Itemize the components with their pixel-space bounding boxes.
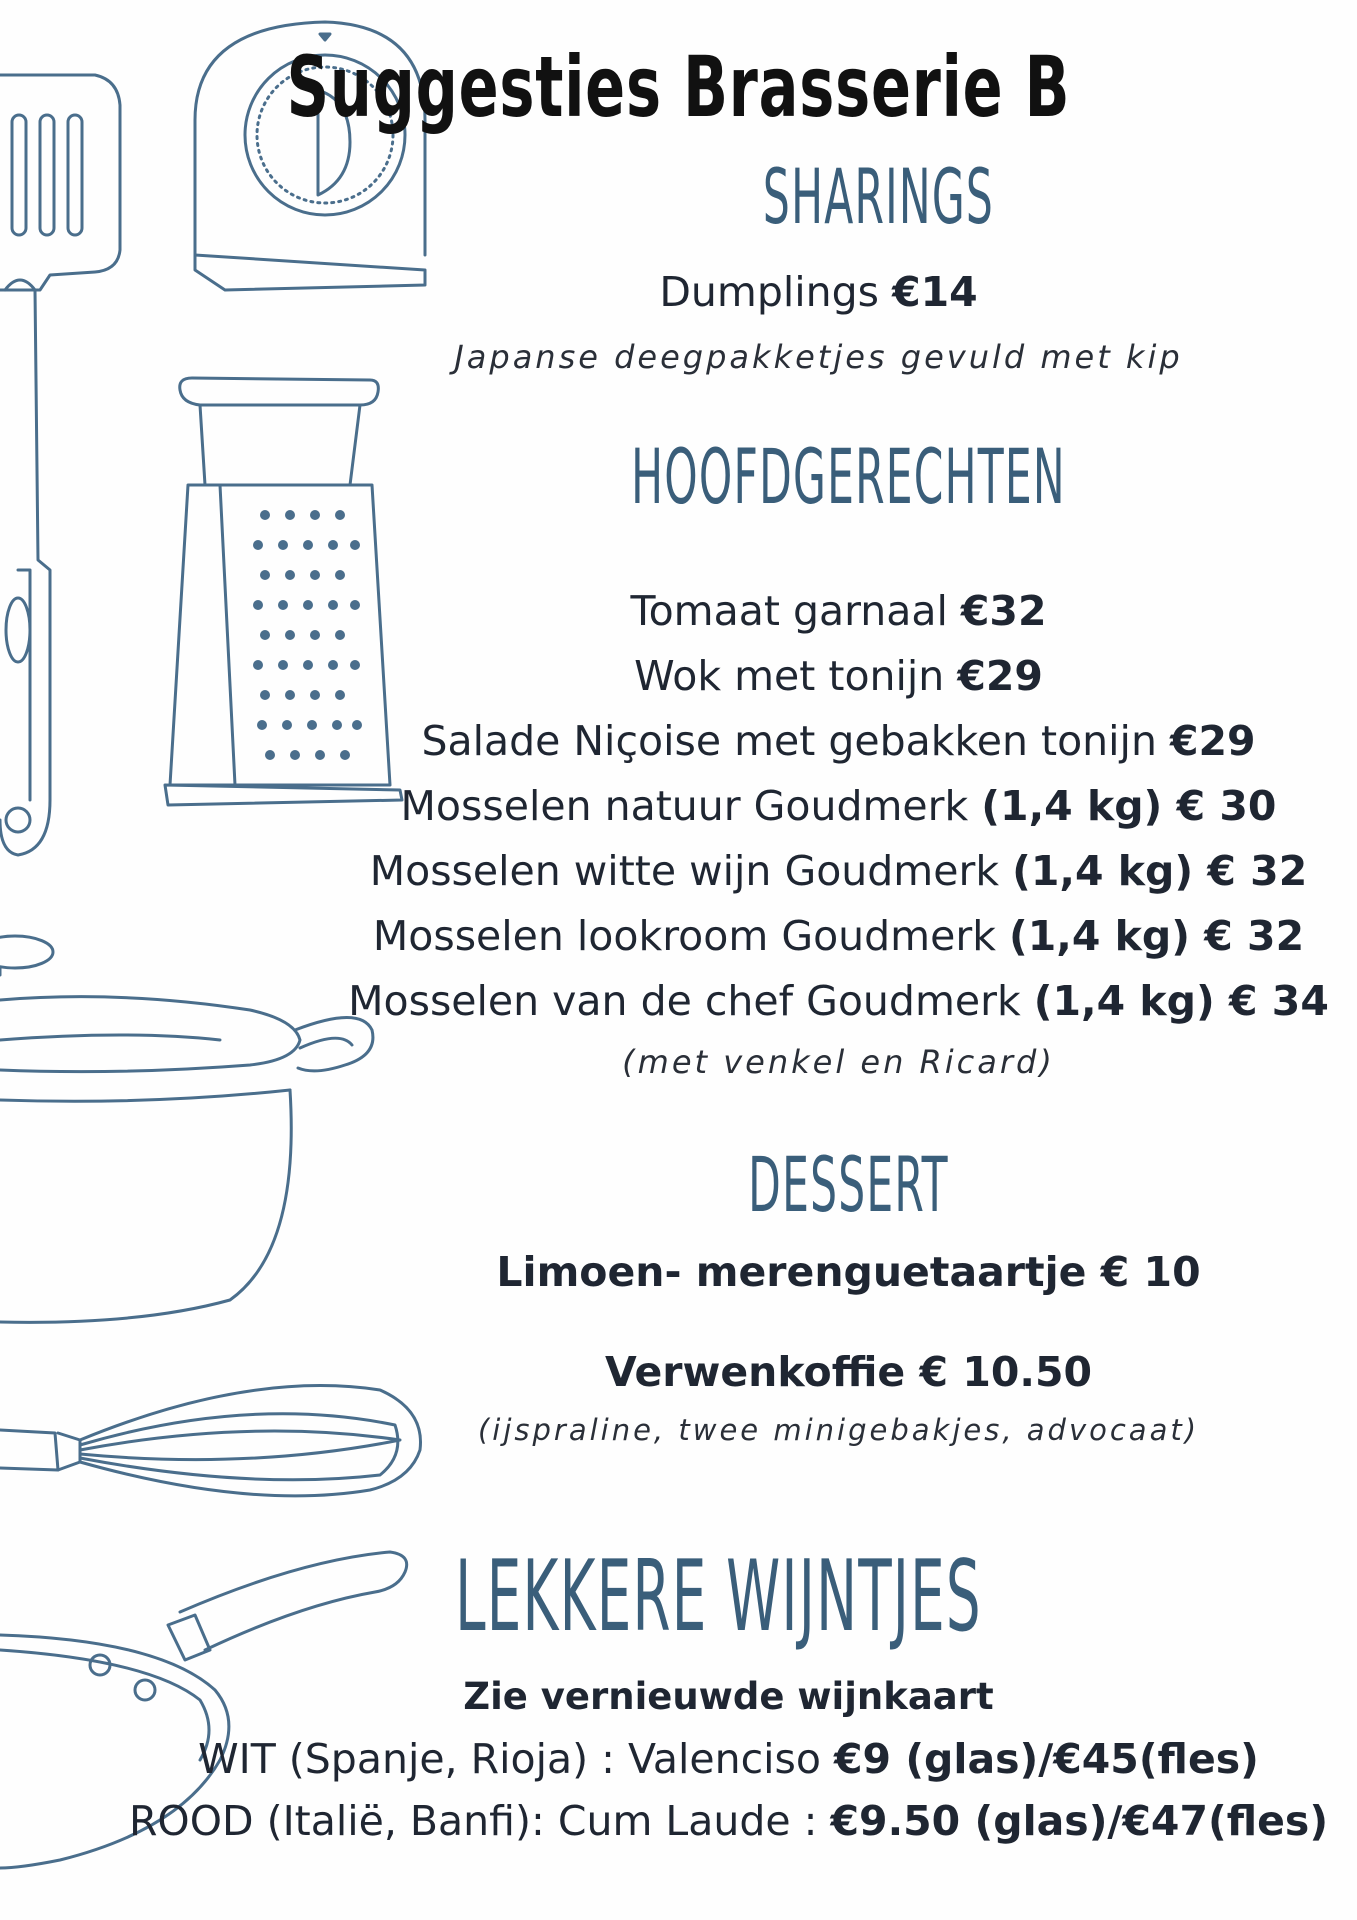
dish-price: (1,4 kg) € 32	[1008, 912, 1305, 960]
dish-name: Wok met tonijn	[634, 652, 958, 700]
wine-white	[50, 1735, 1357, 1783]
dessert-description: (ijspraline, twee minigebakjes, advocaat)	[477, 1413, 1200, 1447]
section-dessert: DESSERT	[748, 1140, 949, 1229]
page-title: Suggesties Brasserie B	[286, 38, 1071, 136]
wine-red	[50, 1797, 1357, 1845]
dish-name: Dumplings	[659, 268, 880, 316]
dish-price: (1,4 kg) € 30	[981, 782, 1277, 830]
dish-price: €29	[957, 652, 1043, 700]
dish-price: €32	[960, 587, 1047, 635]
dish-name: Tomaat garnaal	[630, 587, 961, 635]
list-item	[160, 587, 1357, 635]
dish-description: Japanse deegpakketjes gevuld met kip	[454, 338, 1183, 376]
wine-price: €9 (glas)/€45(fles)	[833, 1735, 1259, 1783]
list-item	[160, 977, 1357, 1025]
dish-price: (1,4 kg) € 32	[1012, 847, 1308, 895]
dish-name: Mosselen lookroom Goudmerk	[372, 912, 1009, 960]
dish-price: €29	[1169, 717, 1256, 765]
dish-note: (met venkel en Ricard)	[622, 1043, 1055, 1081]
spatula-icon	[0, 75, 120, 855]
dessert-item: Verwenkoffie € 10.50	[604, 1348, 1092, 1396]
list-item	[160, 912, 1357, 960]
dish-name: Mosselen van de chef Goudmerk	[348, 977, 1034, 1025]
section-hoofdgerechten: HOOFDGERECHTEN	[631, 432, 1066, 521]
list-item	[160, 717, 1357, 765]
dish-name: Mosselen natuur Goudmerk	[400, 782, 982, 830]
dish-name: Mosselen witte wijn Goudmerk	[369, 847, 1013, 895]
list-item	[160, 847, 1357, 895]
dish-name: Salade Niçoise met gebakken tonijn	[421, 717, 1170, 765]
list-item	[160, 782, 1357, 830]
section-sharings: SHARINGS	[762, 152, 995, 241]
section-wines: LEKKERE WIJNTJES	[455, 1540, 982, 1654]
wine-name: WIT (Spanje, Rioja) : Valenciso	[198, 1735, 834, 1783]
list-item	[140, 268, 1357, 316]
wine-name: ROOD (Italië, Banfi): Cum Laude :	[128, 1797, 831, 1845]
wine-intro: Zie vernieuwde wijnkaart	[463, 1675, 994, 1718]
list-item	[160, 652, 1357, 700]
dessert-item: Limoen- merenguetaartje € 10	[496, 1248, 1201, 1296]
dish-price: (1,4 kg) € 34	[1033, 977, 1329, 1025]
wine-price: €9.50 (glas)/€47(fles)	[830, 1797, 1329, 1845]
dish-price: €14	[892, 268, 978, 316]
